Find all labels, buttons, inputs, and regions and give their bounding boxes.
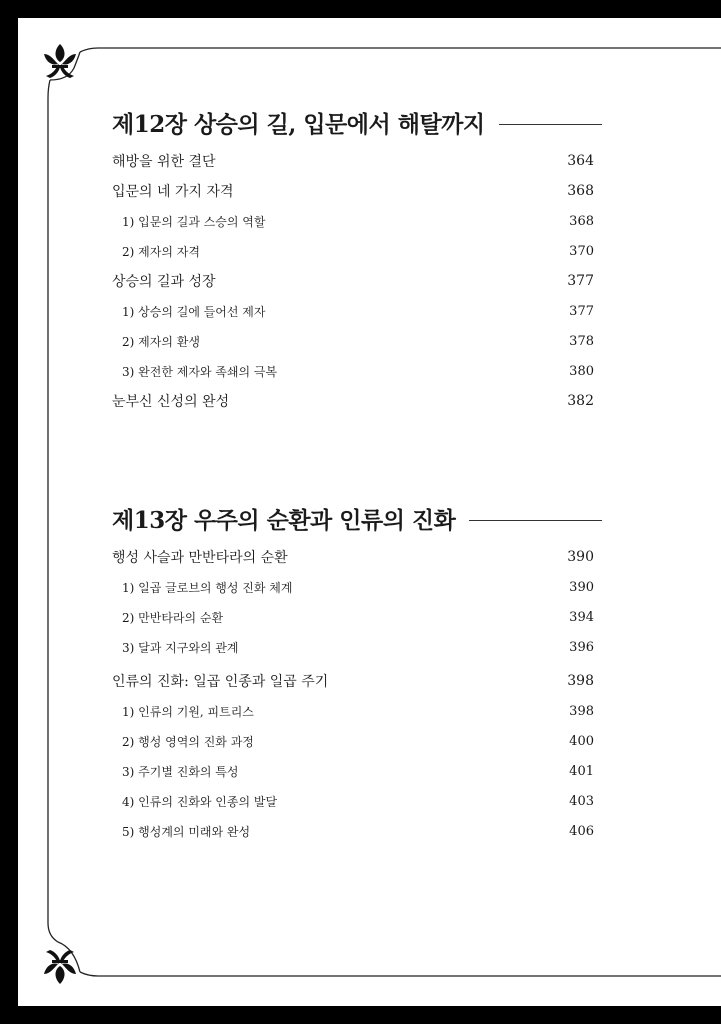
toc-entry[interactable] xyxy=(112,146,602,176)
toc-entry-label: 상승의 길과 성장 xyxy=(112,274,216,290)
toc-entry[interactable] xyxy=(112,176,602,206)
toc-entry-label: 3) 완전한 제자와 족쇄의 극복 xyxy=(122,364,278,379)
toc-subentry[interactable] xyxy=(112,206,602,236)
toc-entry-page: 382 xyxy=(567,393,594,409)
toc-entry-page: 398 xyxy=(569,703,594,719)
toc-entry-page: 400 xyxy=(569,733,594,749)
toc-subentry[interactable] xyxy=(112,356,602,386)
toc-subentry[interactable] xyxy=(112,696,602,726)
toc-subentry[interactable] xyxy=(112,756,602,786)
toc-entry-page: 368 xyxy=(569,213,594,229)
toc-entry-page: 377 xyxy=(569,303,594,319)
toc-entry-page: 390 xyxy=(569,579,594,595)
chapter-title: 제12장 상승의 길, 입문에서 해탈까지 xyxy=(112,110,485,138)
chapter-13-section xyxy=(112,500,602,846)
toc-entry-label: 4) 인류의 진화와 인종의 발달 xyxy=(122,794,278,809)
chapter-rule xyxy=(499,124,602,125)
toc-entry-page: 364 xyxy=(567,153,594,169)
toc-subentry[interactable] xyxy=(112,632,602,662)
toc-entry-label: 1) 입문의 길과 스승의 역할 xyxy=(122,214,266,229)
toc-entry[interactable] xyxy=(112,666,602,696)
toc-entry-label: 2) 제자의 환생 xyxy=(122,334,200,349)
fleur-de-lis-icon xyxy=(40,40,80,80)
toc-subentry[interactable] xyxy=(112,602,602,632)
toc-entry-page: 390 xyxy=(567,549,594,565)
toc-subentry[interactable] xyxy=(112,726,602,756)
toc-entry-label: 5) 행성계의 미래와 완성 xyxy=(122,824,251,839)
toc-subentry[interactable] xyxy=(112,236,602,266)
toc-entry-label: 해방을 위한 결단 xyxy=(112,154,216,170)
toc-entry-label: 1) 일곱 글로브의 행성 진화 체계 xyxy=(122,580,293,595)
toc-subentry[interactable] xyxy=(112,326,602,356)
toc-entry-label: 1) 인류의 기원, 피트리스 xyxy=(122,704,254,719)
toc-entry-page: 378 xyxy=(569,333,594,349)
toc-entry[interactable] xyxy=(112,542,602,572)
toc-entry-page: 398 xyxy=(567,673,594,689)
toc-entry-label: 2) 행성 영역의 진화 과정 xyxy=(122,734,254,749)
toc-entry-page: 368 xyxy=(567,183,594,199)
toc-entry[interactable] xyxy=(112,386,602,416)
toc-entry-label: 입문의 네 가지 자격 xyxy=(112,184,234,200)
toc-entry-label: 행성 사슬과 만반타라의 순환 xyxy=(112,550,288,566)
fleur-de-lis-icon xyxy=(40,948,80,988)
toc-entry-label: 2) 제자의 자격 xyxy=(122,244,200,259)
toc-entry-label: 1) 상승의 길에 들어선 제자 xyxy=(122,304,266,319)
chapter-heading xyxy=(112,104,602,140)
toc-entry-page: 380 xyxy=(569,363,594,379)
toc-subentry[interactable] xyxy=(112,786,602,816)
toc-entry-page: 403 xyxy=(569,793,594,809)
toc-entry[interactable] xyxy=(112,266,602,296)
toc-subentry[interactable] xyxy=(112,816,602,846)
toc-subentry[interactable] xyxy=(112,572,602,602)
toc-entry-label: 2) 만반타라의 순환 xyxy=(122,610,224,625)
toc-entry-label: 눈부신 신성의 완성 xyxy=(112,394,230,410)
toc-entry-page: 396 xyxy=(569,639,594,655)
toc-entry-label: 인류의 진화: 일곱 인종과 일곱 주기 xyxy=(112,674,329,690)
toc-entry-page: 406 xyxy=(569,823,594,839)
chapter-heading xyxy=(112,500,602,536)
toc-entry-page: 370 xyxy=(569,243,594,259)
chapter-rule xyxy=(469,520,602,521)
toc-entry-label: 3) 달과 지구와의 관계 xyxy=(122,640,239,655)
toc-entry-page: 377 xyxy=(567,273,594,289)
toc-entry-page: 401 xyxy=(569,763,594,779)
chapter-12-section xyxy=(112,104,602,416)
toc-subentry[interactable] xyxy=(112,296,602,326)
toc-entry-page: 394 xyxy=(569,609,594,625)
toc-entry-label: 3) 주기별 진화의 특성 xyxy=(122,764,239,779)
chapter-title: 제13장 우주의 순환과 인류의 진화 xyxy=(112,506,456,534)
